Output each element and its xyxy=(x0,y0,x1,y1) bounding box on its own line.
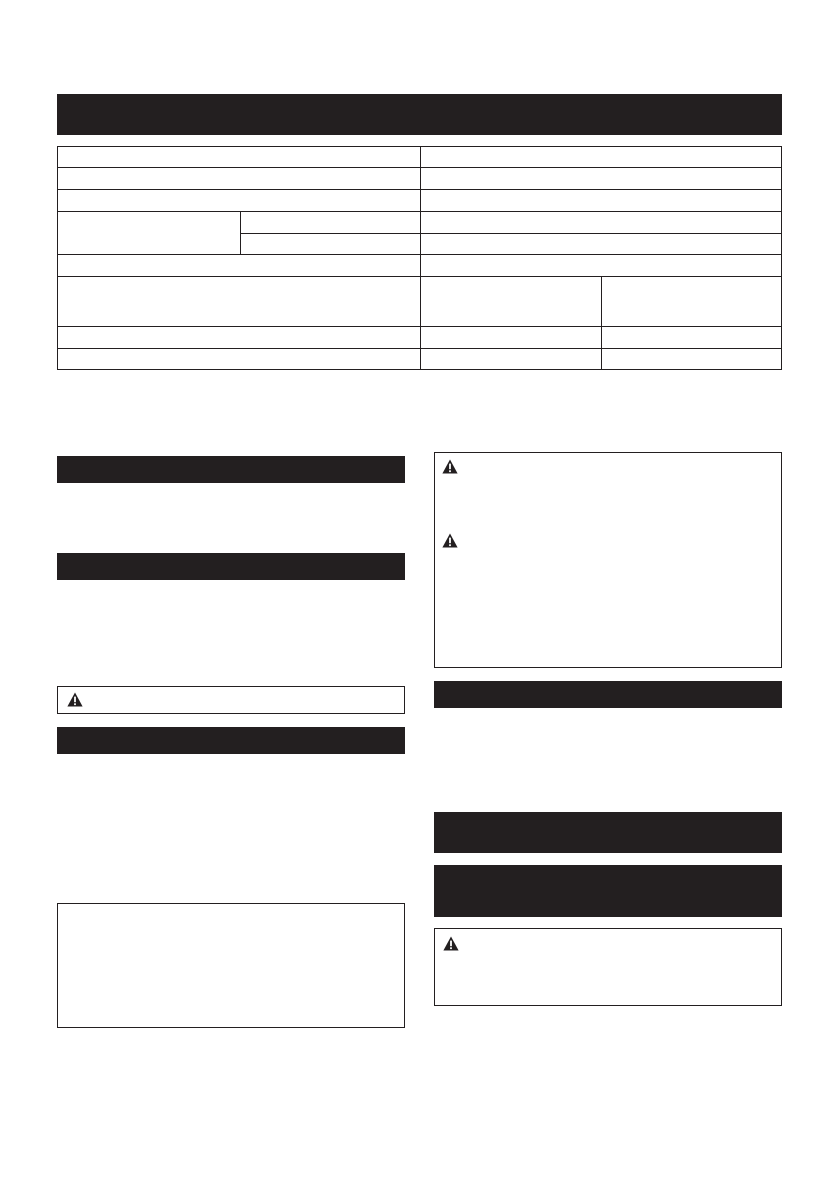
notice-box xyxy=(57,903,405,1028)
warning-banner xyxy=(57,686,405,714)
section-header-5 xyxy=(434,812,782,853)
spec-row xyxy=(58,168,781,189)
section-header-2 xyxy=(57,553,405,580)
section-header-6 xyxy=(434,865,782,917)
spec-row xyxy=(58,349,781,369)
spec-row xyxy=(58,255,781,276)
warning-triangle-icon xyxy=(442,533,458,548)
spec-row xyxy=(58,190,781,211)
warning-box-2 xyxy=(434,928,782,1006)
warning-triangle-icon xyxy=(67,692,83,707)
section-header-3 xyxy=(57,727,405,754)
spec-row xyxy=(58,147,781,167)
spec-row xyxy=(58,234,781,254)
spec-row xyxy=(58,212,781,233)
specifications-header xyxy=(57,94,782,135)
section-header-1 xyxy=(57,456,405,483)
warning-triangle-icon xyxy=(443,936,459,951)
spec-row xyxy=(58,277,781,326)
warning-box xyxy=(434,452,782,668)
specifications-table xyxy=(57,146,782,370)
spec-row xyxy=(58,327,781,348)
section-header-4 xyxy=(434,681,782,708)
warning-triangle-icon xyxy=(442,459,458,474)
